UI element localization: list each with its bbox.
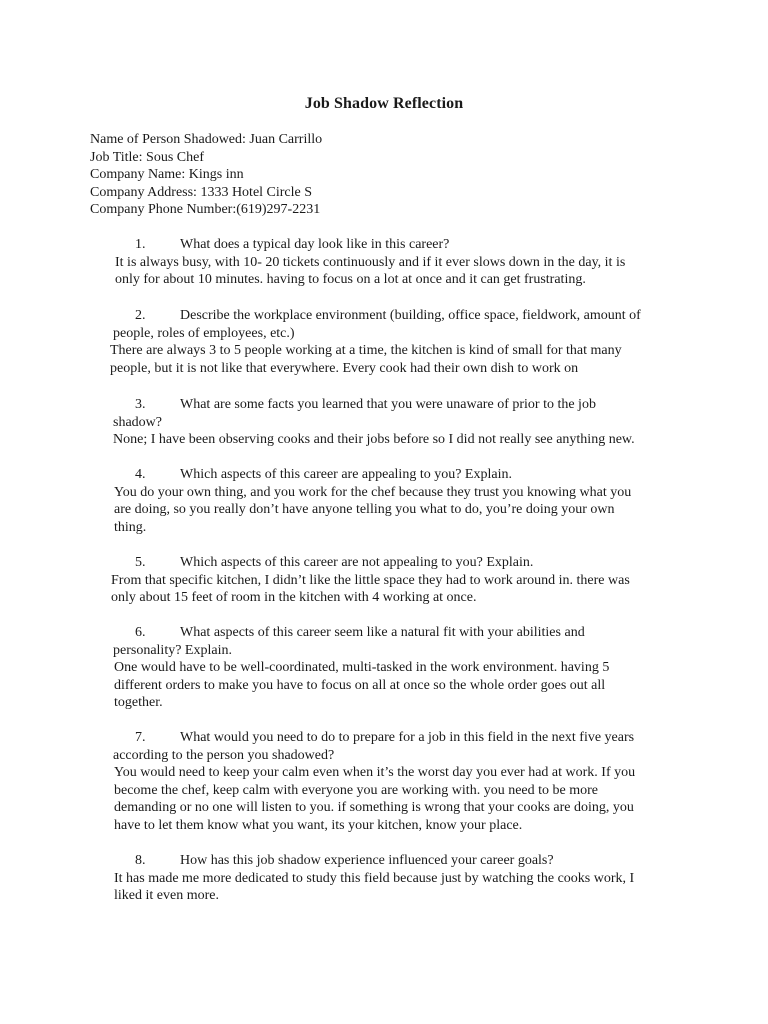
question-block-8 — [113, 852, 683, 905]
answer-text — [110, 342, 680, 377]
question-block-6 — [113, 624, 683, 712]
answer-line: together. — [114, 695, 163, 711]
question-block-4 — [113, 466, 683, 536]
answer-line: demanding or no one will listen to you. if something is wrong that your cooks are doing, you — [114, 800, 634, 816]
question-text: What are some facts you learned that you were unaware of prior to the job — [180, 397, 596, 412]
answer-line: It has made me more dedicated to study this field because just by watching the cooks work, I — [114, 870, 635, 886]
answer-line: From that specific kitchen, I didn’t like the little space they had to work around in. there was — [111, 572, 630, 588]
question-number: 7. — [135, 730, 146, 745]
person-shadowed: Name of Person Shadowed: Juan Carrillo — [90, 132, 323, 147]
question-text: What does a typical day look like in this career? — [180, 237, 450, 252]
question-text-cont: shadow? — [113, 414, 162, 430]
question-text-cont: personality? Explain. — [113, 642, 232, 658]
company-phone: Company Phone Number:(619)297-2231 — [90, 202, 321, 218]
question-block-1 — [113, 236, 683, 289]
question-block-7 — [113, 729, 683, 835]
answer-text — [114, 764, 684, 834]
company-name: Company Name: Kings inn — [90, 167, 244, 183]
answer-line: only for about 10 minutes. having to focus on a lot at once and it can get frustrating. — [115, 272, 586, 288]
answer-line: thing. — [114, 519, 147, 535]
answer-line: You do your own thing, and you work for the chef because they trust you knowing what you — [114, 484, 632, 500]
question-number: 4. — [135, 467, 146, 482]
question-text: Describe the workplace environment (building, office space, fieldwork, amount of — [180, 308, 641, 323]
document-title: Job Shadow Reflection — [304, 95, 464, 112]
answer-line: only about 15 feet of room in the kitchen with 4 working at once. — [111, 590, 477, 606]
answer-line: people, but it is not like that everywhere. Every cook had their own dish to work on — [110, 360, 579, 376]
question-block-2 — [110, 307, 683, 377]
answer-text — [114, 659, 684, 712]
question-text: Which aspects of this career are not appealing to you? Explain. — [180, 555, 534, 570]
question-text: What would you need to do to prepare for a job in this field in the next five years — [180, 730, 635, 745]
company-address: Company Address: 1333 Hotel Circle S — [90, 184, 313, 200]
answer-line: You would need to keep your calm even when it’s the worst day you ever had at work. If you — [114, 765, 636, 781]
question-number: 6. — [135, 625, 146, 640]
answer-line: liked it even more. — [114, 888, 219, 904]
question-number: 5. — [135, 555, 146, 570]
question-text: Which aspects of this career are appealing to you? Explain. — [180, 467, 512, 482]
question-text: What aspects of this career seem like a natural fit with your abilities and — [180, 625, 585, 640]
answer-line: It is always busy, with 10- 20 tickets continuously and if it ever slows down in the day, it is — [115, 254, 626, 270]
answer-line: become the chef, keep calm with everyone you are working with. you need to be more — [114, 782, 598, 798]
answer-text — [113, 431, 683, 449]
question-block-5 — [113, 554, 683, 607]
answer-line: There are always 3 to 5 people working at a time, the kitchen is kind of small for that many — [110, 343, 622, 359]
answer-line: different orders to make you have to focus on all at once so the whole order goes out all — [114, 677, 606, 693]
question-number: 3. — [135, 397, 146, 412]
answer-line: None; I have been observing cooks and their jobs before so I did not really see anything new. — [113, 432, 635, 448]
question-block-3 — [113, 396, 683, 449]
header-info — [90, 131, 322, 219]
answer-text — [114, 870, 684, 905]
job-title: Job Title: Sous Chef — [90, 149, 204, 165]
answer-line: have to let them know what you want, its your kitchen, know your place. — [114, 817, 523, 833]
question-text: How has this job shadow experience influenced your career goals? — [180, 853, 554, 868]
question-text-cont: people, roles of employees, etc.) — [113, 325, 295, 341]
answer-line: One would have to be well-coordinated, multi-tasked in the work environment. having 5 — [114, 660, 610, 676]
answer-text — [115, 254, 685, 289]
question-number: 8. — [135, 853, 146, 868]
question-number: 1. — [135, 237, 146, 252]
answer-line: are doing, so you really don’t have anyone telling you what to do, you’re doing your own — [114, 502, 615, 518]
answer-text — [111, 572, 681, 607]
question-number: 2. — [135, 308, 146, 323]
question-text-cont: according to the person you shadowed? — [113, 747, 335, 763]
answer-text — [114, 484, 684, 537]
